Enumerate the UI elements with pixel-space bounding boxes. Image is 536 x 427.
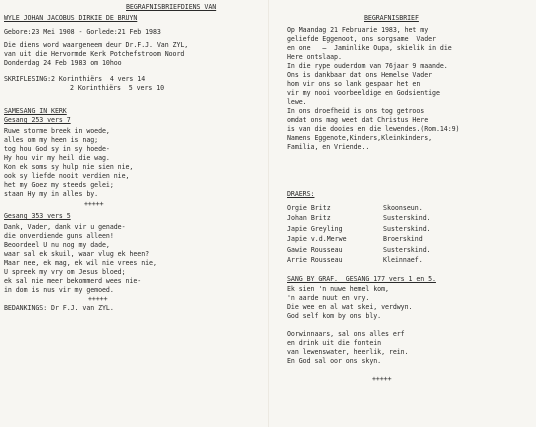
bearer-relation: Skoonseun. <box>383 204 423 212</box>
bearer-name: Johan Britz <box>287 214 331 223</box>
bearer-row <box>287 225 527 235</box>
hymn-line: alles om my heen is nag; <box>4 136 99 144</box>
birth-death-dates: Gebore:23 Mei 1908 - Gorlede:21 Feb 1983 <box>4 28 161 36</box>
scripture-reading-2: 2 Korinthiërs 5 vers 10 <box>70 84 165 92</box>
hymn-line: ek sal nie meer bekommerd wees nie- <box>4 277 142 285</box>
bearer-relation: Kleinnaef. <box>383 255 423 264</box>
scripture-reading: SKRIFLESING:2 Korinthiërs 4 vers 14 <box>4 75 146 83</box>
bearer-name: Orgie Britz <box>287 204 331 212</box>
hymn-line: waar sal ek skuil, waar vlug ek heen? <box>4 250 150 258</box>
document-header: BEGRAFNISBRIEFDIENS VAN <box>126 3 217 11</box>
hymn-line: tog hou God sy in sy hoede- <box>4 145 110 153</box>
letter-line: Familia, en Vriende.. <box>287 143 370 151</box>
hymn-line: die onverdiende guns alleen! <box>4 232 114 240</box>
bearer-name: Gawie Rousseau <box>287 245 343 254</box>
hymn-line: ook sy liefde nooit verdien nie, <box>4 172 130 180</box>
hymn-line: staan Hy my in alles by. <box>4 190 99 198</box>
bearer-row <box>287 235 527 245</box>
bearers-list <box>287 204 527 266</box>
letter-line: omdat ons mag weet dat Christus Here <box>287 116 429 124</box>
letter-line: Namens Eggenote,Kinders,Kleinkinders, <box>287 134 433 142</box>
letter-line: en one ̶ Jaminlike Oupa, skielik in die <box>287 44 452 52</box>
bearer-relation: Susterskind. <box>383 245 431 254</box>
letter-line: Op Maandag 21 Februarie 1983, het my <box>287 26 429 34</box>
graveside-line: 'n aarde nuut en vry. <box>287 294 370 302</box>
graveside-line: Die wee en al wat skei, verdwyn. <box>287 303 413 311</box>
separator: +++++ <box>88 295 108 303</box>
letter-line: In ons droefheid is ons tog getroos <box>287 107 425 115</box>
bearer-relation: Susterskind. <box>383 214 431 223</box>
letter-title: BEGRAFNISBRIEF <box>364 14 419 22</box>
bearer-name: Japie v.d.Merwe <box>287 235 347 244</box>
bearer-relation: Susterskind. <box>383 224 431 233</box>
service-line: Die diens word waargeneem deur Dr.F.J. Van ZYL, <box>4 41 189 49</box>
hymn-line: in dom is nus vir my gemoed. <box>4 286 114 294</box>
letter-line: lewe. <box>287 98 307 106</box>
letter-line: vir my nooi voorbeeldige en Godsientige <box>287 89 440 97</box>
hymn-line: het my Goez my steeds gelei; <box>4 181 114 189</box>
separator: +++++ <box>84 200 104 208</box>
hymn-line: Ruwe storme breek in woede, <box>4 127 110 135</box>
hymn-line: Hy hou vir my heil die wag. <box>4 154 110 162</box>
bearer-row <box>287 246 527 256</box>
hymn1-subtitle: Gesang 253 vers 7 <box>4 116 71 124</box>
deceased-name: WYLE JOHAN JACOBUS DIRKIE DE BRUYN <box>4 14 138 22</box>
letter-line: Ons is dankbaar dat ons Hemelse Vader <box>287 71 433 79</box>
hymn-line: Maar nee, ek mag, ek wil nie vrees nie, <box>4 259 157 267</box>
graveside-line: Ek sien 'n nuwe hemel kom, <box>287 285 389 293</box>
bearer-row <box>287 214 527 224</box>
graveside-hymn-title: SANG BY GRAF. GESANG 177 vers 1 en 5. <box>287 275 436 283</box>
letter-line: In die rype ouderdom van 76jaar 9 maande. <box>287 62 448 70</box>
letter-line: Here ontslaap. <box>287 53 342 61</box>
graveside-line: van lewenswater, heerlik, rein. <box>287 348 409 356</box>
hymn-line: Dank, Vader, dank vir u genade- <box>4 223 126 231</box>
graveside-line: en drink uit die fontein <box>287 339 382 347</box>
hymn2-subtitle: Gesang 353 vers 5 <box>4 212 71 220</box>
graveside-line: God self kom by ons bly. <box>287 312 382 320</box>
bearer-relation: Broerskind <box>383 235 423 244</box>
separator: +++++ <box>372 375 392 383</box>
page-fold <box>268 0 269 427</box>
hymn-line: U spreek my vry om Jesus bloed; <box>4 268 126 276</box>
graveside-line: En God sal oor ons skyn. <box>287 357 382 365</box>
graveside-line: Oorwinnaars, sal ons alles erf <box>287 330 405 338</box>
hymn-line: Beoordeel U nu nog my dade, <box>4 241 110 249</box>
letter-line: geliefde Eggenoot, ons sorgsame Vader <box>287 35 436 43</box>
bearer-row <box>287 256 527 266</box>
bearer-name: Japie Greyling <box>287 224 343 233</box>
bearer-row <box>287 204 527 214</box>
hymn-line: Kon ek soms sy hulp nie sien nie, <box>4 163 134 171</box>
letter-line: is van die dooies en die lewendes.(Rom.14:9) <box>287 125 460 133</box>
hymn1-title: SAMESANG IN KERK <box>4 107 67 115</box>
service-line: Donderdag 24 Feb 1983 om 10hoo <box>4 59 122 67</box>
letter-line: hom vir ons so lank gespaar het en <box>287 80 421 88</box>
bearers-title: DRAERS: <box>287 190 315 198</box>
service-line: van uit die Hervormde Kerk Potchefstroom Noord <box>4 50 185 58</box>
bearer-name: Arrie Rousseau <box>287 255 343 264</box>
acknowledgements: BEDANKINGS: Dr F.J. van ZYL. <box>4 304 114 312</box>
